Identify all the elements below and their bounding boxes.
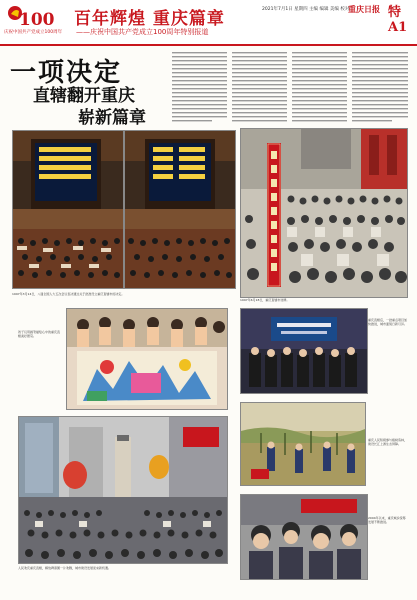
masthead [0,0,417,46]
photo-people-smiling [240,494,368,580]
photo-tree-planting [240,402,366,486]
caption-people: 2004年以来，重庆城乡统筹发展不断推进。 [368,516,406,525]
caption-children: 孩子们用画笔描绘心中的重庆直辖美好愿景。 [18,330,61,339]
photo-jiefangbei-square [18,416,228,564]
photo-listing-ceremony [240,308,368,394]
headline-line-3: 崭新篇章 [78,108,146,128]
caption-crowd-sign: 1997年6月18日，重庆直辖市挂牌。 [240,298,290,302]
headline-main: 一项决定 [10,58,123,88]
logo-number-text: 100 [19,10,55,30]
headline-line-2: 直辖翻开重庆 [33,86,135,106]
masthead-title: 百年辉煌 重庆篇章 [74,9,225,29]
logo-caption: 庆祝中国共产党成立100周年 [4,30,63,35]
article-text-lines [172,52,408,121]
caption-forest: 重庆人民积极参与植树造林，建设长江上游生态屏障。 [368,438,408,447]
photo-crowd-sign [240,128,408,298]
masthead-dateline: 2021年7月1日 星期四 主编 编辑 美编 校对 [262,7,350,12]
caption-listing: 重庆直辖后，一批重点项目加快推进，城市面貌日新月异。 [368,318,408,327]
caption-npc-vote: 1997年3月14日，八届全国人大五次会议表决通过关于批准设立重庆直辖市的决定。 [12,292,125,296]
paper-name: 重庆日报 [348,4,380,14]
edition-label: 特A1 [388,5,408,35]
article-body-text [172,50,410,124]
photo-npc-vote-right [124,130,236,289]
masthead-subtitle: ——庆祝中国共产党成立100周年特别报道 [76,28,209,36]
caption-square: 人民欢庆重庆直辖，解放碑商圈一片欢腾，城市建设发展迎来新机遇。 [18,566,112,570]
party-emblem-100-logo [6,3,55,30]
photo-npc-vote-left [12,130,124,289]
photo-children-painting [66,308,228,410]
